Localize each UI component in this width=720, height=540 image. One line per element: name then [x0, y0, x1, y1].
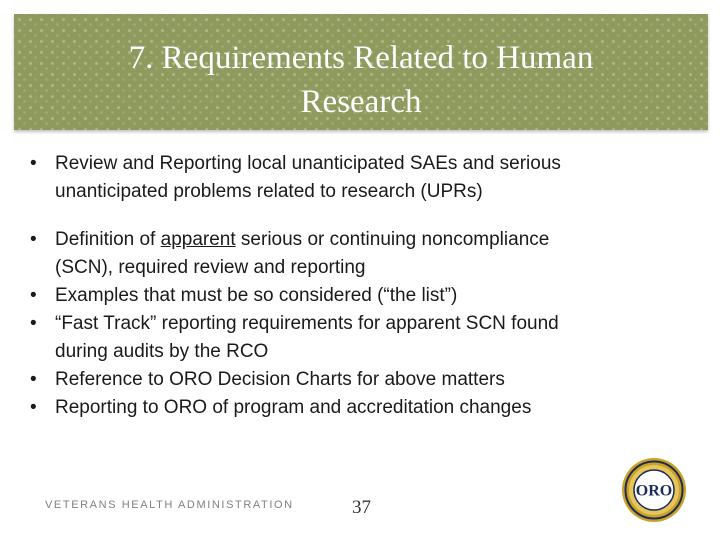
bullet-line: during audits by the RCO: [55, 341, 269, 362]
oro-seal-icon: [621, 457, 687, 523]
bullet-list: [28, 150, 688, 422]
footer-organization: VETERANS HEALTH ADMINISTRATION: [45, 499, 294, 511]
bullet-line: Reporting to ORO of program and accreditation changes: [55, 397, 532, 418]
slide-title: [14, 36, 708, 124]
bullet-item: [28, 394, 688, 422]
title-banner: [14, 14, 708, 130]
bullet-icon: •: [30, 285, 37, 306]
bullet-item: [28, 310, 688, 366]
underlined-word: apparent: [160, 229, 236, 250]
bullet-item: [28, 282, 688, 310]
slide-title-line-2: Research: [300, 84, 422, 120]
bullet-line: unanticipated problems related to research (UPRs): [55, 181, 483, 202]
bullet-line: Review and Reporting local unanticipated SAEs and serious: [55, 153, 561, 174]
bullet-line: “Fast Track” reporting requirements for apparent SCN found: [55, 313, 559, 334]
bullet-item: [28, 226, 688, 282]
bullet-line: Examples that must be so considered (“the list”): [55, 285, 458, 306]
page-number: 37: [352, 497, 371, 518]
slide-title-line-1: 7. Requirements Related to Human: [128, 40, 594, 76]
bullet-line: Reference to ORO Decision Charts for above matters: [55, 369, 505, 390]
bullet-icon: •: [30, 369, 37, 390]
bullet-item: [28, 150, 688, 206]
bullet-line: (SCN), required review and reporting: [55, 257, 366, 278]
bullet-text-prefix: Definition of: [55, 229, 161, 250]
bullet-icon: •: [30, 397, 37, 418]
bullet-text-suffix: serious or continuing noncompliance: [235, 229, 550, 250]
bullet-icon: •: [30, 313, 37, 334]
bullet-item: [28, 366, 688, 394]
bullet-icon: •: [30, 229, 37, 250]
bullet-icon: •: [30, 153, 37, 174]
seal-text: ORO: [635, 482, 673, 500]
